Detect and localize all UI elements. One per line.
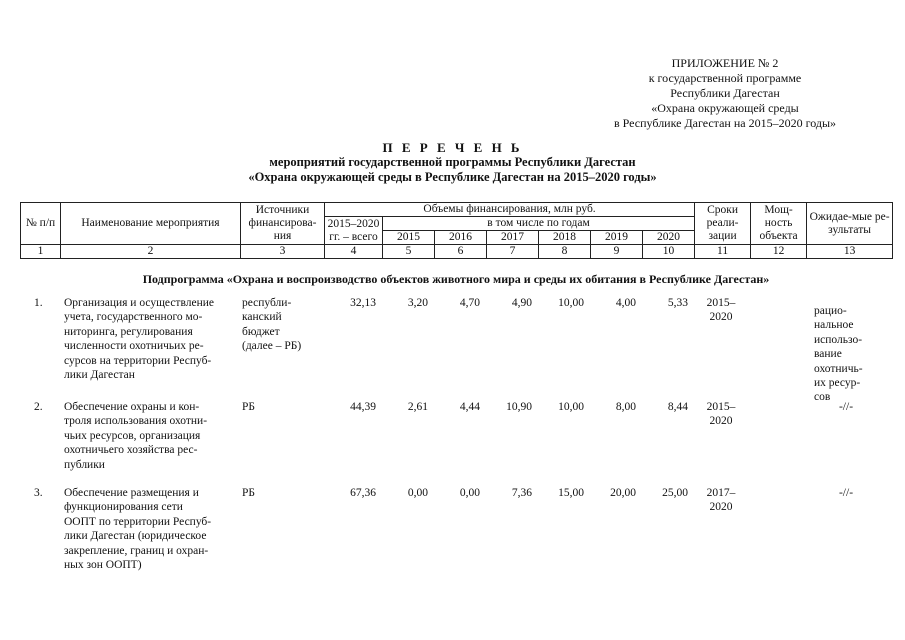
title-line: «Охрана окружающей среды в Республике Дагестан на 2015–2020 годы» (248, 170, 657, 184)
name-line: публики (64, 458, 105, 471)
title-line: мероприятий государственной программы Республики Дагестан (269, 155, 636, 169)
row-total: 44,39 (350, 401, 376, 413)
col-number: 6 (435, 245, 487, 259)
col-number: 9 (591, 245, 643, 259)
result-line: -//- (838, 401, 854, 413)
name-line: лики Дагестан (юридическое (64, 530, 207, 543)
row-year-value: 8,00 (615, 401, 636, 413)
header-results: Ожидае-мые ре-зультаты (807, 203, 893, 245)
name-line: численности охотничьих ре- (64, 340, 204, 353)
table-header (20, 202, 893, 259)
header-year: 2015 (383, 231, 435, 245)
result-line: -//- (838, 487, 854, 499)
name-line: ниторинга, регулирования (64, 325, 193, 338)
row-year-value: 20,00 (610, 487, 636, 499)
source-line: республи- (242, 297, 292, 309)
col-number: 1 (21, 245, 61, 259)
row-term (694, 296, 748, 325)
result-line: рацио- (814, 305, 847, 317)
name-line: Организация и осуществление (64, 297, 214, 309)
header-year: 2017 (487, 231, 539, 245)
name-line: ООПТ по территории Респуб- (64, 515, 212, 528)
term-line: 2020 (709, 311, 733, 324)
row-number: 2. (34, 401, 43, 413)
table-body (20, 296, 892, 578)
appendix-line: Республики Дагестан (670, 86, 780, 100)
header-sources: Источники финансирова-ния (241, 203, 325, 245)
table-row (20, 486, 892, 578)
header-volumes: Объемы финансирования, млн руб. (325, 203, 695, 217)
header-power: Мощ-ность объекта (751, 203, 807, 245)
name-line: Обеспечение охраны и кон- (64, 401, 200, 413)
row-year-value: 7,36 (511, 487, 532, 499)
col-number: 12 (751, 245, 807, 259)
term-line: 2020 (709, 415, 733, 428)
col-number: 3 (241, 245, 325, 259)
row-year-value: 10,00 (558, 297, 584, 309)
result-line: нальное (814, 319, 854, 332)
col-number: 7 (487, 245, 539, 259)
row-year-value: 8,44 (667, 401, 688, 413)
row-source (242, 486, 324, 500)
source-line: канский (242, 311, 282, 324)
term-line: 2017– (706, 487, 736, 499)
row-year-value: 0,00 (459, 487, 480, 499)
row-term (694, 486, 748, 515)
header-year: 2019 (591, 231, 643, 245)
row-year-value: 4,44 (459, 401, 480, 413)
col-number: 11 (695, 245, 751, 259)
row-year-value: 4,90 (511, 297, 532, 309)
row-name (64, 296, 240, 382)
name-line: Обеспечение размещения и (64, 487, 199, 499)
name-line: чьих ресурсов, организация (64, 429, 201, 442)
row-name (64, 486, 240, 572)
term-line: 2015– (706, 297, 736, 309)
row-number: 1. (34, 297, 43, 309)
appendix-line: ПРИЛОЖЕНИЕ № 2 (671, 56, 779, 70)
row-result (806, 486, 886, 500)
result-line: сов (814, 391, 831, 404)
row-year-value: 15,00 (558, 487, 584, 499)
result-line: вание (814, 348, 842, 361)
row-name (64, 400, 240, 472)
header-year: 2016 (435, 231, 487, 245)
name-line: учета, государственного мо- (64, 311, 203, 324)
result-line: охотничь- (814, 362, 863, 375)
table-row (20, 296, 892, 404)
row-year-value: 25,00 (662, 487, 688, 499)
row-source (242, 296, 324, 354)
row-term (694, 400, 748, 429)
result-line: их ресур- (814, 377, 861, 390)
row-year-value: 2,61 (407, 401, 428, 413)
col-number: 13 (807, 245, 893, 259)
col-number: 4 (325, 245, 383, 259)
appendix-line: к государственной программе (648, 71, 802, 85)
name-line: функционирования сети (64, 501, 183, 514)
row-total: 67,36 (350, 487, 376, 499)
name-line: сурсов на территории Респуб- (64, 354, 212, 367)
term-line: 2020 (709, 501, 733, 514)
source-line: бюджет (242, 325, 280, 338)
row-result (806, 304, 886, 405)
name-line: лики Дагестан (64, 369, 135, 382)
col-number: 10 (643, 245, 695, 259)
row-number: 3. (34, 487, 43, 499)
row-year-value: 5,33 (667, 297, 688, 309)
header-total: 2015–2020 гг. – всего (325, 217, 383, 245)
header-including: в том числе по годам (383, 217, 695, 231)
subprogram-title: Подпрограмма «Охрана и воспроизводство объектов животного мира и среды их обитания в Республике Дагестан» (142, 272, 770, 286)
appendix-line: в Республике Дагестан на 2015–2020 годы» (613, 116, 837, 130)
row-result (806, 400, 886, 414)
name-line: троля использования охотни- (64, 415, 208, 428)
term-line: 2015– (706, 401, 736, 413)
row-year-value: 10,00 (558, 401, 584, 413)
name-line: закрепление, границ и охран- (64, 544, 209, 557)
header-year: 2020 (643, 231, 695, 245)
source-line: РБ (242, 401, 255, 413)
header-year: 2018 (539, 231, 591, 245)
row-year-value: 4,70 (459, 297, 480, 309)
header-terms: Сроки реали-зации (695, 203, 751, 245)
col-number: 8 (539, 245, 591, 259)
row-source (242, 400, 324, 414)
row-year-value: 3,20 (407, 297, 428, 309)
header-name: Наименование мероприятия (61, 203, 241, 245)
document-title (0, 140, 905, 185)
title-main: П Е Р Е Ч Е Н Ь (382, 140, 523, 155)
row-year-value: 4,00 (615, 297, 636, 309)
col-number: 2 (61, 245, 241, 259)
name-line: охотничьего хозяйства рес- (64, 444, 198, 457)
appendix-line: «Охрана окружающей среды (651, 101, 799, 115)
row-year-value: 0,00 (407, 487, 428, 499)
source-line: (далее – РБ) (242, 340, 302, 353)
table-row (20, 400, 892, 486)
source-line: РБ (242, 487, 255, 499)
row-total: 32,13 (350, 297, 376, 309)
result-line: использо- (814, 333, 863, 346)
appendix-block (560, 56, 890, 131)
name-line: ных зон ООПТ) (64, 559, 142, 572)
header-num: № п/п (21, 203, 61, 245)
row-year-value: 10,90 (506, 401, 532, 413)
col-number: 5 (383, 245, 435, 259)
